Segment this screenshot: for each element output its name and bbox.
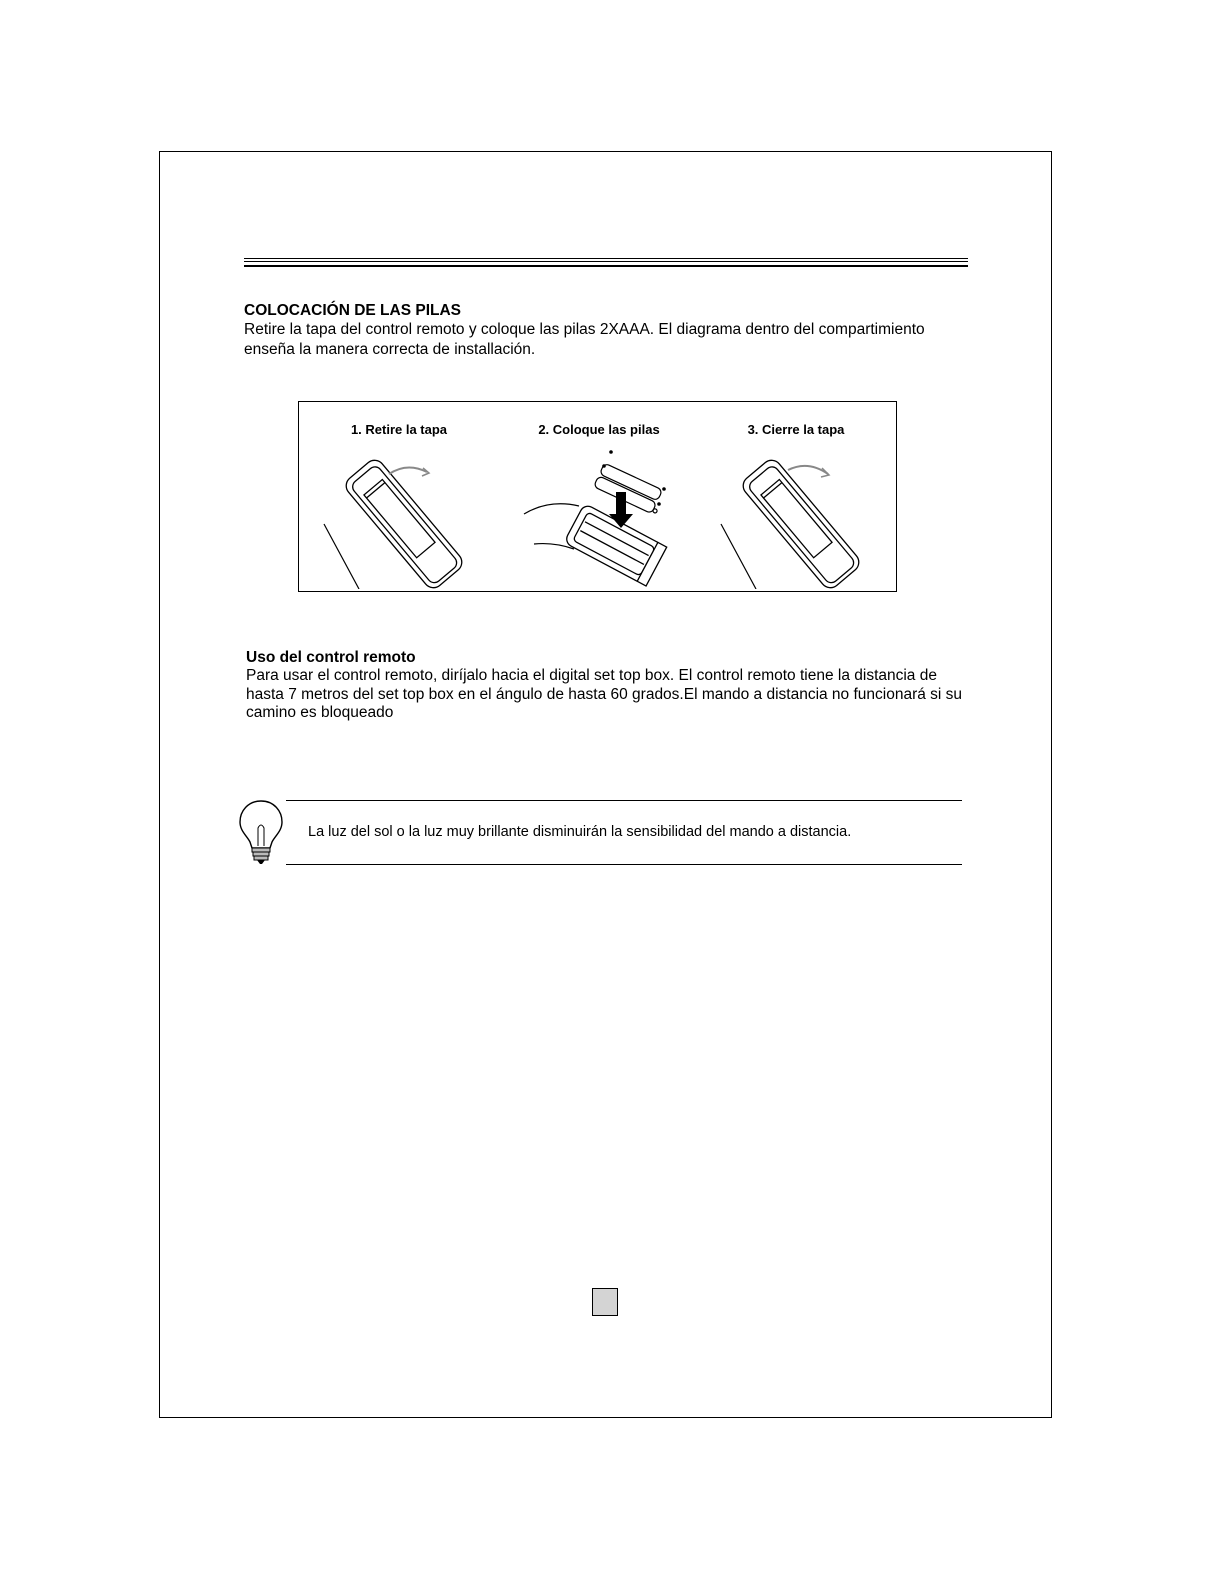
- tip-rule-bottom: [286, 864, 962, 865]
- insert-batteries-icon: [519, 444, 679, 589]
- header-rule: [244, 258, 968, 267]
- step-label: 2. Coloque las pilas: [538, 422, 660, 437]
- lightbulb-icon: [236, 798, 286, 866]
- remote-cover-open-icon: [319, 444, 479, 589]
- step-label: 1. Retire la tapa: [350, 422, 448, 437]
- tip-rule-top: [286, 800, 962, 801]
- usage-section-body: Para usar el control remoto, diríjalo hacia el digital set top box. El control remoto tiene la distancia de hasta 7 metros del set top box en el ángulo de hasta 60 grados.El mando a distancia no funcionará si su camino es bloqueado: [246, 667, 963, 721]
- usage-section-title: Uso del control remoto: [246, 649, 416, 666]
- battery-section-body: Retire la tapa del control remoto y coloque las pilas 2XAAA. El diagrama dentro del compartimiento enseña la manera correcta de installación.: [244, 321, 925, 358]
- step-remove-cover: [304, 402, 494, 591]
- tip-text: La luz del sol o la luz muy brillante disminuirán la sensibilidad del mando a distancia.: [308, 824, 852, 840]
- step-close-cover: [701, 402, 891, 591]
- battery-steps-diagram: [298, 401, 897, 592]
- page-number: [592, 1288, 618, 1316]
- step-insert-batteries: [504, 402, 694, 591]
- remote-cover-close-icon: [716, 444, 876, 589]
- battery-section-title: COLOCACIÓN DE LAS PILAS: [244, 302, 462, 319]
- step-label: 3. Cierre la tapa: [747, 422, 845, 437]
